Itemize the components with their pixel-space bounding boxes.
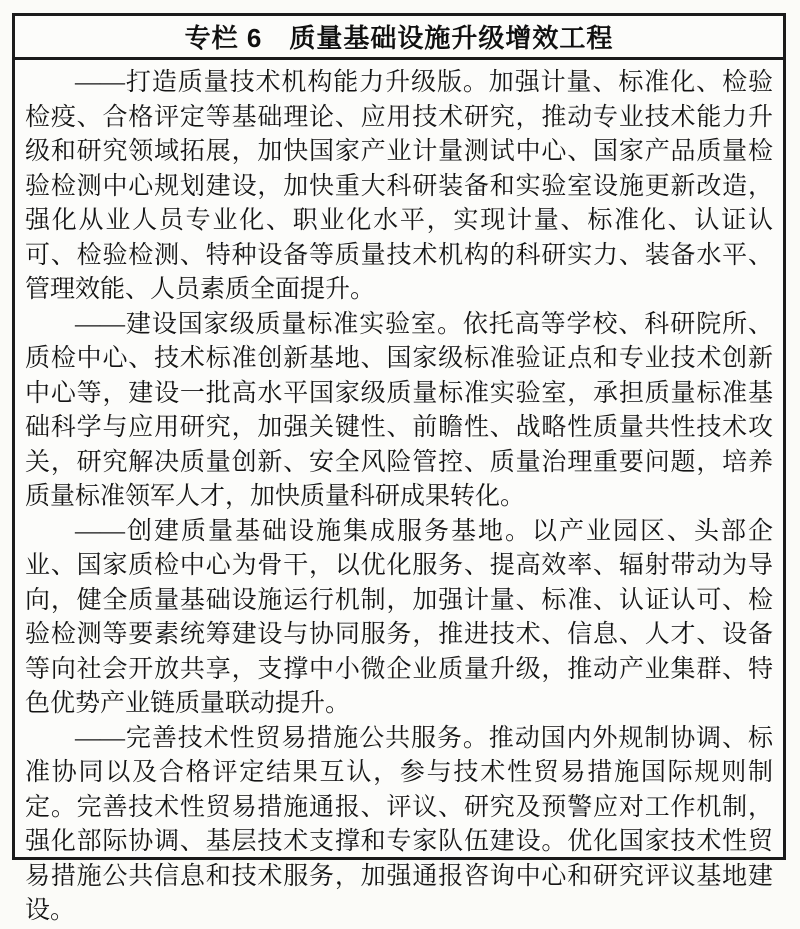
paragraph: ——打造质量技术机构能力升级版。加强计量、标准化、检验检疫、合格评定等基础理论、应用技术研究，推动专业技术能力升级和研究领域拓展，加快国家产业计量测试中心、国家产品质量检验检测中心规划建设，加快重大科研装备和实验室设施更新改造，强化从业人员专业化、职业化水平，实现计量、标准化、认证认可、检验检测、特种设备等质量技术机构的科研实力、装备水平、管理效能、人员素质全面提升。 [25, 69, 773, 303]
paragraph: ——完善技术性贸易措施公共服务。推动国内外规制协调、标准协同以及合格评定结果互认，参与技术性贸易措施国际规则制定。完善技术性贸易措施通报、评议、研究及预警应对工作机制，强化部际协调、基层技术支撑和专家队伍建设。优化国家技术性贸易措施公共信息和技术服务，加强通报咨询中心和研究评议基地建设。 [25, 724, 773, 924]
column-box [12, 13, 786, 924]
panel-title: 专栏 6 质量基础设施升级增效工程 [15, 16, 783, 60]
panel-body [15, 60, 783, 929]
paragraph: ——建设国家级质量标准实验室。依托高等学校、科研院所、质检中心、技术标准创新基地、国家级标准验证点和专业技术创新中心等，建设一批高水平国家级质量标准实验室，承担质量标准基础科学与应用研究，加强关键性、前瞻性、战略性质量共性技术攻关，研究解决质量创新、安全风险管控、质量治理重要问题，培养质量标准领军人才，加快质量科研成果转化。 [25, 310, 773, 510]
paragraph: ——创建质量基础设施集成服务基地。以产业园区、头部企业、国家质检中心为骨干，以优化服务、提高效率、辐射带动为导向，健全质量基础设施运行机制，加强计量、标准、认证认可、检验检测等要素统筹建设与协同服务，推进技术、信息、人才、设备等向社会开放共享，支撑中小微企业质量升级，推动产业集群、特色优势产业链质量联动提升。 [25, 517, 773, 717]
